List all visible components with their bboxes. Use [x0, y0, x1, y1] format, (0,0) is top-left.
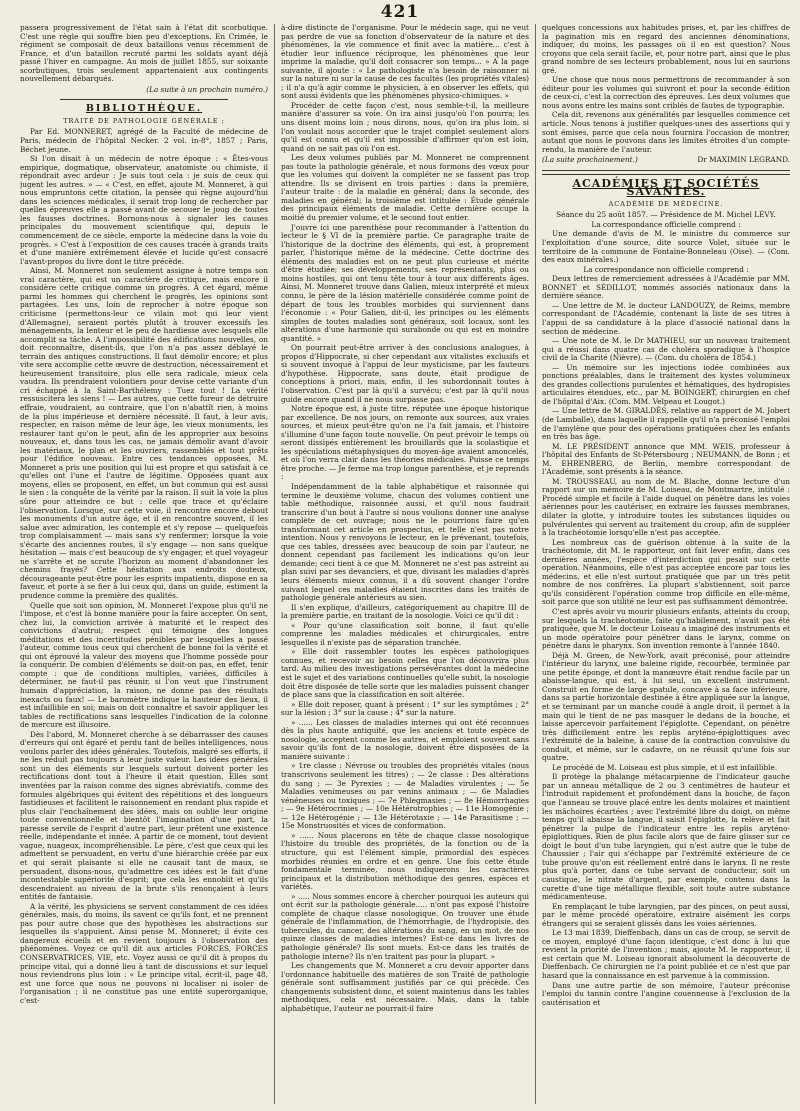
column-rule [274, 24, 275, 1104]
section-heading-academies: ACADÉMIES ET SOCIÉTÉS SAVANTES. [572, 176, 760, 199]
quote-paragraph: » 1re classe : Névrose ou troubles des propriétés vitales (nous transcrivons seulement les titres) ; — 2e classe : Des altérations du sang ; — 3e Pyrexies ; — 4e Maladies virulentes ; — 5e Maladies venimeuses ou par venins animaux ; — 6e Maladies vénéneuses ou toxiques ; — 7e Phlegmasies ; — 8e Hémorrhagies ; — 9e Hétérocrinies ; — 10e Hétérotrophies ; — 11e Homogénie ; — 12e Hétérogénie ; — 13e Hétérotaxie ; — 14e Parasitisme ; — 15e Monstruosités et vices de conformation. [281, 761, 529, 831]
paragraph: à-dire distincte de l'organisme. Pour le médecin sage, qui ne veut pas perdre de vue sa fonction d'observateur de la nature et des phénomènes, la vie commence et finit avec la matière... c'est à étudier leur influence réciproque, les phénomènes que leur imprime la maladie, qu'il doit consacrer son temps... » A la page suivante, il ajoute : « Le pathologiste n'a besoin de raisonner ni sur la nature ni sur la cause de ces facultés (les propriétés vitales) ; il n'a qu'à agir comme le physicien, à en observer les effets, qui sont aussi évidents que les phénomènes physico-chimiques. » [281, 24, 529, 101]
column-2 [281, 24, 529, 1104]
quote-paragraph: « Pour qu'une classification soit bonne, il faut qu'elle comprenne les maladies médicales et chirurgicales, entre lesquelles il n'existe pas de séparation tranchée. [281, 620, 529, 647]
paragraph: J'ouvre ici une parenthèse pour recommander à l'attention du lecteur le § VI de la première partie. Ce paragraphe traite de l'historique de la doctrine des éléments, qui est, à proprement parler, l'historique même de la médecine. Cette doctrine des éléments des maladies est on ne peut plus curieuse et mérite d'être étudiée; ses développements, ses représentants, plus ou moins hostiles, qui ont tenu tête tour à tour aux différents âges. Ainsi, M. Monneret trouve dans Galien, mieux interprété et mieux connu, le père de la lésion matérielle considérée comme point de départ de tous les troubles morbides qui surviennent dans l'économie : « Pour Galien, dit-il, les principes ou les éléments simples de toutes maladies sont généraux, soit locaux, sont les altérations d'une harmonie qui surabonde ou qui est en moindre quantité. » [281, 222, 529, 343]
paragraph: quelques concessions aux habitudes prises, et, par les chiffres de la pagination mis en regard des anciennes dénominations, indiquer, du moins, les passages où il en est question? Nous croyons que cela serait facile, et, pour notre part, ainsi que le plus grand nombre de ses lecteurs probablement, nous lui en saurions gré. [542, 24, 790, 75]
paragraph: C'est après avoir vu mourir plusieurs enfants, atteints du croup, sur lesquels la trachéotomie, faite qu'habilement, n'avait pas été pratiquée, que M. le docteur Loiseau a imaginé des instruments et un mode opératoire pour pénétrer dans le larynx, comme on pénètre dans le pharynx. Son invention remonte à l'année 1840. [542, 607, 790, 651]
book-byline: Par Ed. MONNERET, agrégé de la Faculté de médecine de Paris, médecin de l'hôpital Necker. 2 vol. in-8°, 1857 ; Paris, Béchet jeune. [20, 127, 268, 154]
paragraph: Il s'en explique, d'ailleurs, catégoriquement au chapitre III de la première partie, en traitant de la nosologie. Voici ce qu'il dit : [281, 602, 529, 621]
correspondance-line: La correspondance non officielle comprend : [583, 264, 749, 274]
paragraph: Notre époque est, à juste titre, réputée une époque historique par excellence. De nos jours, on remonte aux sources, aux vraies sources, et mieux peut-être qu'on ne l'a fait jamais, et l'histoire s'illumine d'une façon toute nouvelle. On peut prévoir le temps où seront dissipés entièrement les brouillards que la scolastique et les spéculations métaphysiques du moyen-âge avaient amoncelés, et où l'on verra clair dans les théories médicales. Puisse ce temps être proche. — Je ferme ma trop longue parenthèse, et je reprends : [281, 404, 529, 482]
paragraph: passera progressivement de l'état sain à l'état dit scorbutique. C'est une règle qui souffre bien peu d'exceptions. En Crimée, le régiment se composait de deux bataillons venus récemment de France, et d'un bataillon recruté parmi les soldats ayant déjà passé l'hiver en campagne. Au mois de juillet 1855, sur soixante scorbutiques, trois seulement appartenaient aux contingents nouvellement débarqués. [20, 24, 268, 84]
paragraph: Une demande d'avis de M. le ministre du commerce sur l'exploitation d'une source, dite source Volet, située sur le territoire de la commune de Fontaine-Bonneleau (Oise). — (Com. des eaux minérales.) [542, 229, 790, 265]
paragraph: Il protège la phalange métacarpienne de l'indicateur gauche par un anneau métallique de 2 ou 3 centimètres de hauteur et l'introduit rapidement et profondément dans la bouche, de façon que l'anneau se trouve placé entre les dents molaires et maintient les mâchoires écartées ; avec l'extrémité libre du doigt, on même temps qu'il abaisse la langue, il saisit l'épiglotte, la relève et fait pénétrer la pulpe de l'indicateur entre les replis aryténo-épiglottiques. Rien de plus facile alors que de faire glisser sur ce doigt le bout d'un tube laryngien, qui n'est autre que le tube de Chaussier ; l'air qui s'échappe par l'extrémité extérieure de ce tube prouve qu'on est réellement entré dans le larynx. Il ne reste plus qu'à porter, dans ce tube servant de conducteur, soit un caustique, le nitrate d'argent, par exemple, contenu dans la curette d'une tige métallique flexible, soit toute autre substance médicamenteuse. [542, 772, 790, 902]
paragraph: Procéder de cette façon c'est, nous semble-t-il, la meilleure manière d'assurer sa voie. On ira ainsi jusqu'où l'on pourra; les uns disent moins loin ; nous dirons, nous, qu'on ira plus loin, si l'on voulait nous accorder que le trajet complet seulement alors qu'il est connu et qu'il est impossible d'affirmer qu'on est loin, quand on ne sait pas où l'on est. [281, 100, 529, 153]
quote-paragraph: » ...... Nous placerons en tête de chaque classe nosologique l'histoire du trouble des propriétés, de la fonction ou de la structure, qui est l'élément simple, primordial des espèces morbides réunies en ordre et en genre. Une fois cette étude fondamentale terminée, nous indiquerons les caractères principaux et la distribution méthodique des genres, espèces et variétés. [281, 830, 529, 892]
academie-title: ACADÉMIE DE MÉDECINE. [608, 199, 724, 208]
quote-paragraph: » ..... Nous sommes encore à chercher pourquoi les auteurs qui ont écrit sur la pathologie générale..... n'ont pas exposé l'histoire complète de chaque classe nosologique. On trouver une étude générale de l'inflammation, de l'hémorrhagie, de l'hydropisie, des tubercules, du cancer, des altérations du sang, en un mot, de nos quinze classes de maladies internes? Est-ce dans les livres de pathologie générale? Ils sont muets. Est-ce dans les traités de pathologie interne? Ils n'en traitent pas pour la plupart. » [281, 891, 529, 961]
paragraph: Les changements que M. Monneret a cru devoir apporter dans l'ordonnance habituelle des matières de son Traité de pathologie générale sont suffisamment justifiés par ce qui précède. Ces changements subsistent donc, et soient maintenus dans les tables méthodiques, cela est nécessaire. Mais, dans la table alphabétique, l'auteur ne pourrait-il faire [281, 961, 529, 1013]
quote-paragraph: » ...... Les classes de maladies internes qui ont été reconnues dès la plus haute antiquité, que les anciens et toute espèce de nosologie, acceptent comme les autres, et emploient souvent sans savoir qu'ils font de la nosologie, doivent être disposées de la manière suivante : [281, 717, 529, 761]
paragraph: Une chose que nous nous permettrons de recommander à son éditeur pour les volumes qui suivront et pour la seconde édition de ceux-ci, c'est la correction des épreuves. Les deux volumes que nous avons entre les mains sont criblés de fautes de typographie. [542, 75, 790, 110]
paragraph: Dans une autre partie de son mémoire, l'auteur préconise l'emploi du tannin contre l'angine couenneuse à l'exclusion de la cautérisation et [542, 980, 790, 1007]
paragraph: M. LE PRÉSIDENT annonce que MM. WEIS, professeur à l'hôpital des Enfants de St-Pétersbourg ; NEUMANN, de Bonn ; et M. EHRENBERG, de Berlin, membre correspondant de l'Académie, sont présents à la séance. [542, 441, 790, 477]
paragraph: Cela dit, revenons aux généralités par lesquelles commence cet article. Nous tenons à justifier quelques-unes des assertions qui y sont émises, parce que cela nous fournira l'occasion de montrer, autant que nous le pouvons dans les limites étroites d'un compte-rendu, la manière de l'auteur. [542, 110, 790, 154]
paragraph: Déjà M. Green, de New-York, avait préconisé, pour atteindre l'intérieur du larynx, une baleine rigide, recourbée, terminée par une petite éponge, et dont la manœuvre était rendue facile par un abaisse-langue, qui est, à lui seul, un excellent instrument. Construit en forme de large spatule, concave à sa face inférieure, dans sa partie horizontale destinée à être appliquée sur la langue, et se terminant par un manche coudé à angle droit, il permet à la main qui le tient de ne pas masquer le dedans de la bouche, et laisse apercevoir parfaitement l'épiglotte. Cependant, on pénètre très difficilement entre les replis aryténo-épiglottiques avec l'extrémité de la baleine, à cause de la contraction convulsive du conduit, et même, sur le cadavre, on ne réussit qu'une fois sur quatre. [542, 650, 790, 763]
signature-row [542, 156, 790, 165]
paragraph: — Une note de M. le Dr MATHIEU, sur un nouveau traitement qui a réussi dans quatre cas de choléra sporadique à l'hospice civil de la Charité (Nièvre). — (Com. du choléra de 1854.) [542, 336, 790, 363]
column-1 [20, 24, 268, 1104]
paragraph: — Une lettre de M. le docteur LANDOUZY, de Reims, membre correspondant de l'Académie, contenant la liste de ses titres à l'appui de sa candidature à la place d'associé national dans la section de médecine. [542, 300, 790, 336]
continuation-note: (La suite prochainement.) [542, 155, 638, 165]
paragraph: Indépendamment de la table alphabétique et raisonnée qui termine le deuxième volume, chacun des volumes contient une table méthodique, raisonnée aussi, et qu'il nous faudrait transcrire d'un bout à l'autre si nous voulions donner une analyse complète de cet ouvrage; nous ne le pourrions faire qu'en transformant cet article en prospectus, et telle n'est pas notre intention. Nous y renvoyons le lecteur, en le prévenant, toutefois, que ces tables, dressées avec beaucoup de soin par l'auteur, ne donnent cependant pas facilement les indications qu'on leur demande; ceci tient à ce que M. Monneret ne s'est pas astreint au plan suivi par ses devanciers, et que, divisant les maladies d'après leurs éléments mieux connus, il a dû souvent changer l'ordre suivant lequel ces maladies étaient inscrites dans les traités de pathologie générale antérieurs au sien. [281, 481, 529, 603]
paragraph: Si l'on disait à un médecin de notre époque : « Êtes-vous empirique, dogmatique, observateur, anatomiste ou chimiste, il répondrait avec ardeur : Je suis tout cela : je suis de ceux qui jugent les autres. » — « C'est, en effet, ajoute M. Monneret, à qui nous empruntons cette citation, la pensée qui règne aujourd'hui dans les sciences médicales, il serait trop long de rechercher par quelles épreuves elle a passé avant de secouer le joug de toutes les fausses doctrines. Bornons-nous à signaler les causes principales du mouvement scientifique qui, depuis le commencement de ce siècle, emporte la médecine dans la voie du progrès. » C'est à l'exposition de ces causes tracée à grands traits et d'une manière extrêmement élevée et lucide qu'est consacré l'avant-propos du livre dont le titre précède. [20, 154, 268, 266]
section-heading-bibliotheque: BIBLIOTHÈQUE. [85, 103, 203, 115]
paragraph: Ainsi, M. Monneret non seulement assigne à notre temps son vrai caractère, qui est un caractère de critique, mais encore il considère cette critique comme un progrès. A cet égard, même parmi les hommes qui cherchent le progrès, les opinions sont partagées. Les uns, loin de reprocher à notre époque son criticisme (permettons-leur ce vilain mot qui leur vient d'Allemagne), seraient portés plutôt à trouver excessifs les ménagements, la lenteur et le peu de hardiesse avec lesquels elle accomplit sa tâche. A l'impossibilité des édifications nouvelles, on doit reconnaître, disent-ils, que l'on n'a pas assez déblayé le terrain des antiques constructions. Il faut démolir encore; et plus vite sera accomplie cette œuvre de destruction, nécessairement et heureusement transitoire, plus elle sera radicale, mieux cela vaudra. Ils prendraient volontiers pour devise cette variante d'un cri échappé à la Saint-Barthélemy : Tuez tout ! La vérité ressuscitera les siens ! — Les autres, que cette fureur de détruire effraie, voudraient, au contraire, que l'on n'abattît rien, à moins de la plus impérieuse et dernière nécessité. Il faut, à leur avis, respecter, en raison même de leur âge, les vieux monuments, les restaurer tant qu'on le peut, afin de les approprier aux besoins nouveaux, et, dans tous les cas, ne jamais démolir avant d'avoir les matériaux, le plan et les ouvriers, rassemblés et tout prêts pour l'édifice nouveau. Entre ces tendances opposées, M. Monneret a pris une position qui lui est propre et qui satisfait à ce qu'elles ont l'une et l'autre de légitime. Opposées quant aux moyens, elles se proposent, en effet, un but commun qui est aussi le sien : la conquête de la vérité par la raison. Il suit la voie la plus sûre pour atteindre ce but : celle que trace et qu'éclaire l'observation. Lorsque, sur cette voie, il rencontre encore debout les monuments d'un autre âge, et il en rencontre souvent, il les salue avec admiration, les contemple et s'y repose — quelquefois trop complaisamment — mais sans s'y renfermer; lorsque la voie s'écarte des anciennes routes, il s'y engage — non sans quelque hésitation — mais c'est beaucoup de s'y engager, et quel voyageur ne s'arrête et ne scrute l'horizon au moment d'abandonner les chemins frayés? Cette hésitation aux endroits douteux, décourageante peut-être pour les esprits impatients, dispose en sa faveur, et porte à se fier à lui ceux qui, dans un guide, estiment la prudence comme la première des qualités. [20, 266, 268, 600]
seance-line: Séance du 25 août 1857. — Présidence de M. Michel LÉVY. [556, 210, 776, 220]
page-number: 421 [380, 2, 420, 22]
paragraph: — Un mémoire sur les injections iodée combinées aux ponctions préalables, dans le traitement des kystes volumineux des grandes collections purulentes et hématiques, des hydropisies articulaires étendues, etc., par M. BOINGERT, chirurgien en chef de l'hôpital d'Aix. (Com. MM. Velpeau et Lougot.) [542, 362, 790, 406]
quote-paragraph: » Elle doit rassembler toutes les espèces pathologiques connues, et recevoir au besoin celles que l'on découvrira plus tard. Au milieu des investigations persévérantes dont la médecine est le sujet et des variations continuelles qu'elle subit, la nosologie doit être disposée de telle sorte que les maladies puissent changer de place sans que la classification en soit altérée. [281, 647, 529, 700]
paragraph: Le 13 mai 1839, Dieffenbach, dans un cas de croup, se servit de ce moyen, employé d'une façon identique, c'est donc à lui que revient la priorité de l'invention ; mais, ajoute M. le rapporteur, il est certain que M. Loiseau ignorait absolument la découverte de Dieffenbach. Ce chirurgien ne l'a point publiée et ce n'est que par hasard que la connaissance en est parvenue à la commission. [542, 928, 790, 980]
quote-paragraph: » Elle doit reposer, quant à présent : 1° sur les symptômes ; 2° sur la lésion ; 3° sur la cause ; 4° sur la nature. [281, 699, 529, 718]
paragraph: Les nombreux cas de guérison obtenue à la suite de la trachéotomie, dit M. le rapporteur, ont fait lever enfin, dans ces dernières années, l'espèce d'interdiction qui pesait sur cette opération. Néanmoins, elle n'est pas acceptée encore par tous les médecins, et elle n'est surtout pratiquée que par un très petit nombre de nos confrères. La plupart s'abstiennent, soit parce qu'ils considèrent l'opération comme trop difficile en elle-même, soit parce que son utilité ne leur est pas suffisamment démontrée. [542, 537, 790, 607]
divider [60, 99, 228, 100]
column-3 [542, 24, 790, 1104]
book-title: TRAITÉ DE PATHOLOGIE GÉNÉRALE ; [63, 116, 225, 125]
correspondance-line: La correspondance officielle comprend : [591, 219, 741, 229]
divider [542, 170, 790, 175]
paragraph: Dès l'abord, M. Monneret cherche à se débarrasser des causes d'erreurs qui ont égaré et perdu tant de belles intelligences, nous voulons parler des idées générales. Toutefois, malgré ses efforts, il ne les réduit pas toujours à leur juste valeur. Les idées générales sont un des éléments sur lesquels surtout doivent porter les rectifications dont tout à l'heure il était question. Elles sont inventées par la raison comme des signes abréviatifs, comme des formules algébriques qui évitent des répétitions et des longueurs fastidieuses et facilitent le raisonnement en rendant plus rapide et plus clair l'enchaînement des idées, mais on oublie leur origine toute conventionnelle et bientôt l'imagination d'une part, la paresse servile de l'esprit d'autre part, leur prêtent une existence réelle, indépendante et innée. A partir de ce moment, tout devient vague, nuageux, incompréhensible. Le père, c'est que ceux qui les admettent se persuadent, en vertu d'une hiérarchie créée par eux et qui serait plaisante si elle ne causait tant de maux, se persuadent, disons-nous, qu'admettre ces idées est le fait d'une incontestable supériorité d'esprit; que cela les ennoblit et qu'ils descendraient au niveau de la brute s'ils renonçaient à leurs entités de fantaisie. [20, 729, 268, 902]
paragraph: — Une lettre de M. GIRALDÈS, relative au rapport de M. Jobert (de Lamballe), dans laquelle il rappelle qu'il n'a préconisé l'emploi de l'amylène que pour des opérations pratiquées chez les enfants en très bas âge. [542, 406, 790, 442]
paragraph: On pourrait peut-être arriver à des conclusions analogues, à propos d'Hippocrate, si cher cependant aux vitalistes exclusifs et si souvent invoqué à l'appui de leur mysticisme, par les fauteurs d'hypothèse. Hippocrate, sans doute, était prodigue de conceptions à priori, mais, enfin, il les subordonnait toutes à l'observation. C'est par là qu'il a survécu; c'est par là qu'il nous guide encore quand il ne nous surpasse pas. [281, 343, 529, 404]
paragraph: Les deux volumes publiés par M. Monneret ne comprennent pas toute la pathologie générale, et nous formons des vœux pour que les volumes qui doivent la compléter ne se fassent pas trop attendre. Ils se divisent en trois parties : dans la première, l'auteur traite : de la maladie en général; dans la seconde, des maladies en général; la troisième est intitulée : Étude générale des principaux éléments de maladie. Cette dernière occupe la moitié du premier volume, et le second tout entier. [281, 153, 529, 223]
paragraph: Deux lettres de remerciement adressées à l'Académie par MM. BONNET et SÉDILLOT, nommés associés nationaux dans la dernière séance. [542, 274, 790, 301]
paragraph: A la vérité, les physiciens se servent constamment de ces idées générales, mais, du moins, ils savent ce qu'ils font, et ne prennent pas pour autre chose que des hypothèses les abstractions sur lesquelles ils s'appuient. Ainsi pense M. Monneret; il évite ces dangereux écueils et en revient toujours à l'observation des phénomènes. Voyez ce qu'il dit aux articles FORCES, FORCES CONSERVATRICES, VIE, etc. Voyez aussi ce qu'il dit à propos du principe vital, qui a donné lieu à tant de discussions et sur lequel nous reviendrons plus loin : « Le principe vital, écrit-il, page 48, est une force que nous ne pouvons ni localiser ni isoler de l'organisation ; il ne constitue pas une entité superorganique, c'est- [20, 901, 268, 1005]
paragraph: M. TROUSSEAU, au nom de M. Blache, donne lecture d'un rapport sur un mémoire de M. Loiseau, de Montmartre, intitulé : Procédé simple et facile à l'aide duquel on pénètre dans les voies aériennes pour les cautériser, en extraire les fausses membranes, dilater la glotte, y introduire toutes les substances liquides ou pulvérulentes qui servent au traitement du croup, afin de suppléer à la trachéotomie lorsqu'elle n'est pas acceptée. [542, 476, 790, 538]
column-rule [535, 24, 536, 1104]
paragraph: En remplaçant le tube laryngien, par des pinces, on peut aussi, par le même procédé opératoire, extraire aisément les corps étrangers qui se seraient glissés dans les voies aériennes. [542, 901, 790, 928]
paragraph: Le procédé de M. Loiseau est plus simple, et il est infaillible. [552, 762, 778, 772]
author-signature: Dr MAXIMIN LEGRAND. [697, 155, 790, 165]
paragraph: Quelle que soit son opinion, M. Monneret l'expose plus qu'il ne l'impose, et c'est là bonne manière pour la faire accepter. On sent, chez lui, la conviction arrivée à maturité et le respect des convictions d'autrui; respect qui témoigne des longues méditations et des incertitudes pénibles par lesquelles a passé l'auteur, comme tous ceux qui cherchent de bonne foi la vérité et qui ont éprouvé la valeur des moyens que l'homme possède pour la conquérir. De combien d'éléments se doit-on pas, en effet, tenir compte : que de conditions multiples, variées, difficiles à déterminer, ne faut-il pas réunir, si l'on veut que l'instrument humain d'appréciation, la raison, ne donne pas des résultats inexacts ou faux! — Le baromètre indique la hauteur des lieux, il est infaillible en soi; mais on doit connaître et savoir appliquer les tables de rectifications sans lesquelles l'indication de la colonne de mercure est illusoire. [20, 600, 268, 730]
continuation-note: (La suite à un prochain numéro.) [146, 84, 268, 94]
